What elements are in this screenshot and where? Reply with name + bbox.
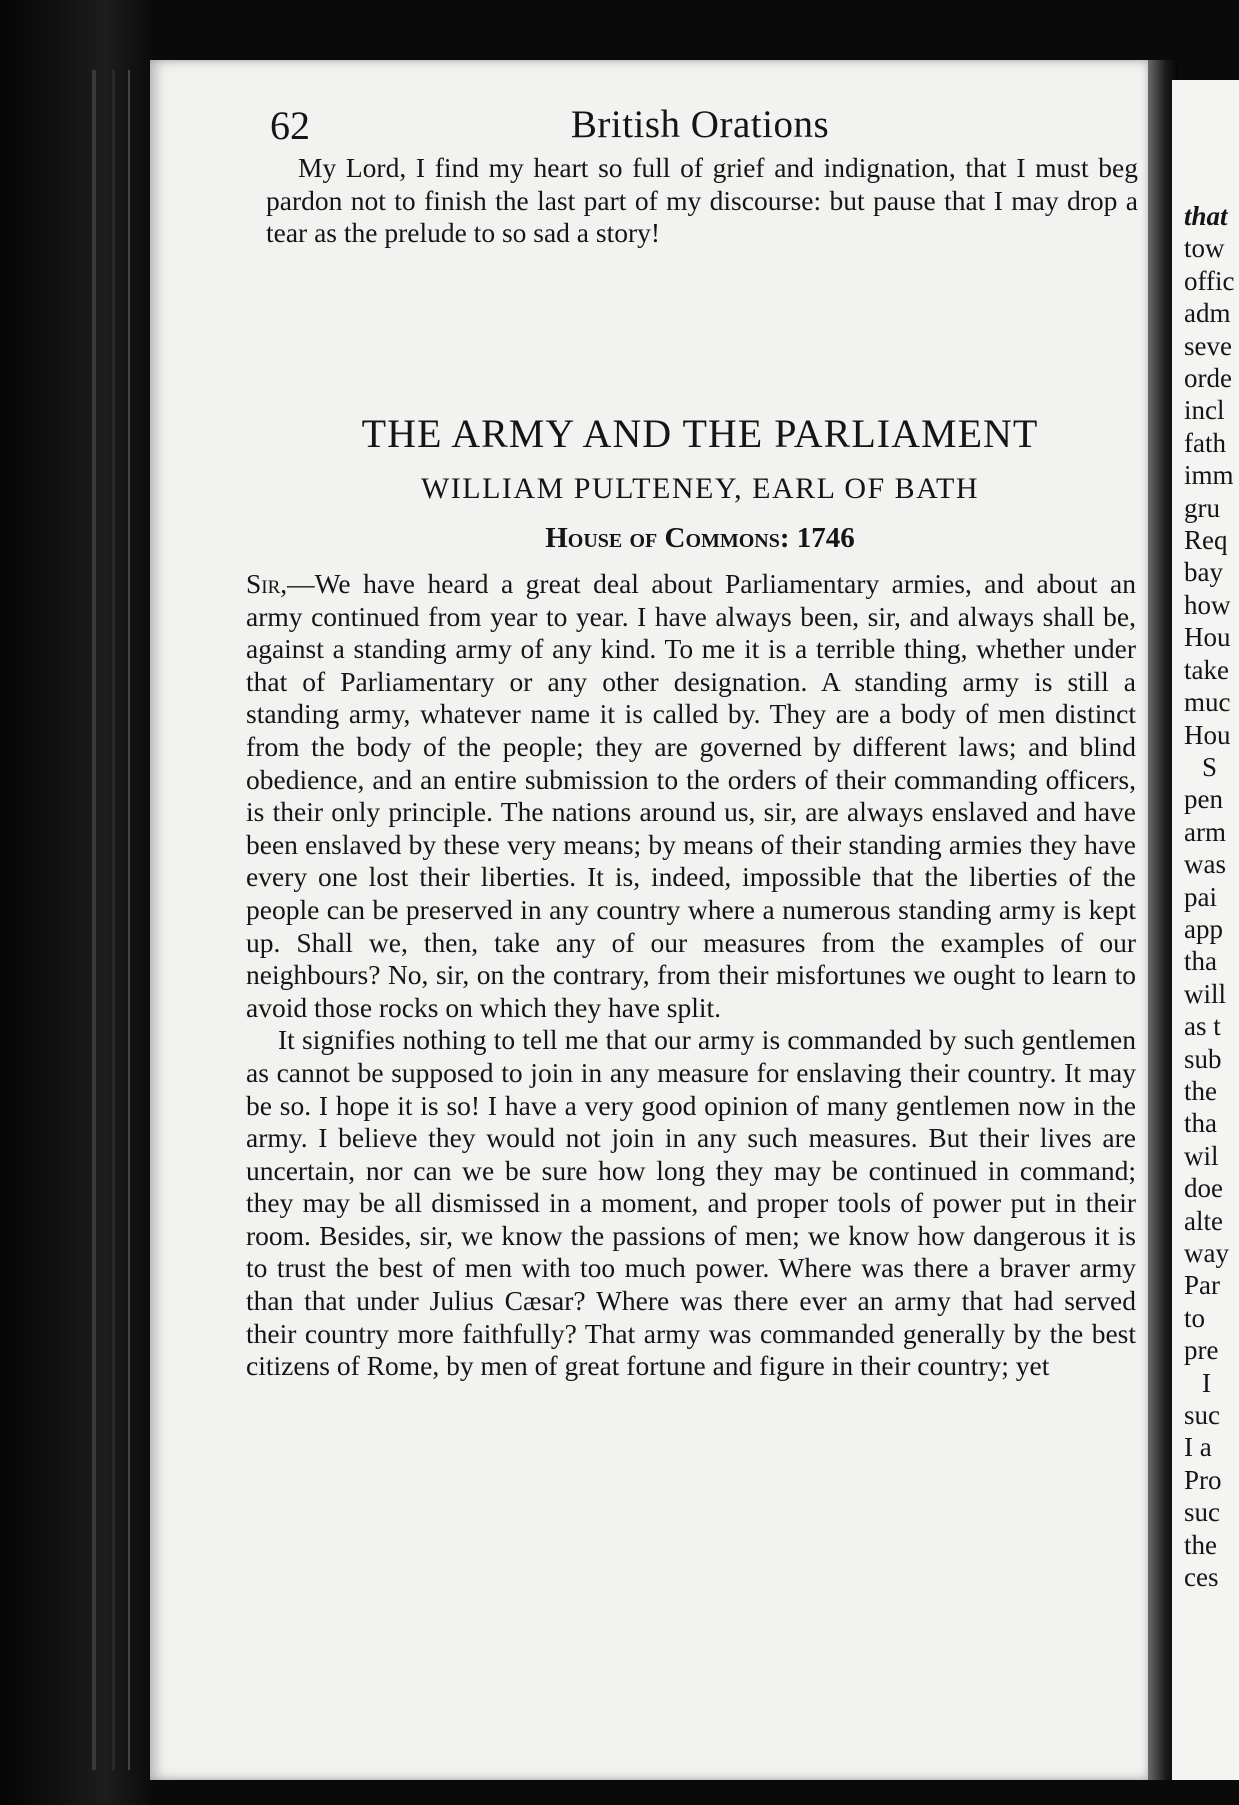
facing-page-line: was — [1184, 849, 1226, 880]
facing-page-line: S — [1202, 751, 1218, 782]
facing-page-line: tha — [1184, 1108, 1217, 1139]
book-page — [150, 60, 1150, 1780]
facing-page-line: suc — [1184, 1400, 1220, 1431]
facing-page-line: will — [1184, 978, 1227, 1009]
facing-page-line: how — [1184, 589, 1231, 620]
salutation: Sir, — [246, 568, 288, 599]
section-author: WILLIAM PULTENEY, EARL OF BATH — [420, 472, 980, 505]
facing-page-lines — [1172, 200, 1239, 1593]
facing-page-line: pai — [1184, 881, 1217, 912]
facing-page-line: imm — [1184, 460, 1234, 491]
facing-page-line: ces — [1184, 1562, 1219, 1593]
facing-page-line: suc — [1184, 1497, 1220, 1528]
facing-page-line: orde — [1184, 363, 1232, 394]
facing-page-line: arm — [1184, 816, 1226, 847]
facing-page-line: Req — [1184, 525, 1228, 556]
page-number: 62 — [270, 103, 310, 148]
facing-page-line: Pro — [1184, 1464, 1222, 1495]
facing-page-line: bay — [1184, 557, 1223, 588]
facing-page-line: Par — [1184, 1270, 1220, 1301]
book-binding — [0, 0, 150, 1805]
facing-page-line: I a — [1184, 1432, 1212, 1463]
facing-page-line: muc — [1184, 687, 1231, 718]
facing-page-line: take — [1184, 654, 1229, 685]
facing-page-line: seve — [1184, 330, 1232, 361]
spine-line — [92, 70, 96, 1770]
facing-page-line: adm — [1184, 298, 1231, 329]
speech-paragraph — [246, 568, 1136, 1024]
facing-page-line: pen — [1184, 784, 1223, 815]
facing-page-line: pre — [1184, 1335, 1219, 1366]
intro-text: My Lord, I find my heart so full of grief and indignation, that I must beg pardon not to finish the last part of my discourse: but pause that I may drop a tear as the prelude to so sad a story! — [266, 152, 1138, 249]
speech-paragraph: It signifies nothing to tell me that our army is commanded by such gentlemen as cannot be supposed to join in any measure for enslaving their country. It may be so. I hope it is so! I have a very good opinion of many gentlemen now in the army. I believe they would not join in any such measures. But their lives are uncertain, nor can we be sure how long they may be continued in command; they may be all dismissed in a moment, and proper tools of power put in their room. Besides, sir, we know the passions of men; we know how dangerous it is to trust the best of men with too much power. Where was there a braver army than that under Julius Cæsar? Where was there ever an army that had served their country more faithfully? That army was commanded generally by the best citizens of Rome, by men of great fortune and figure in their country; yet — [246, 1024, 1136, 1382]
speech-body — [246, 568, 1136, 1383]
facing-page-line: as t — [1184, 1011, 1221, 1042]
facing-page-line: Hou — [1184, 622, 1231, 653]
facing-page-line: tha — [1184, 946, 1217, 977]
facing-page-line: Hou — [1184, 719, 1231, 750]
facing-page-line: wil — [1184, 1140, 1219, 1171]
facing-page-line: to — [1184, 1302, 1206, 1333]
section-title: THE ARMY AND THE PARLIAMENT — [361, 411, 1039, 456]
section-venue: House of Commons: 1746 — [545, 522, 855, 554]
facing-page-line: gru — [1184, 492, 1220, 523]
facing-page-edge — [1172, 80, 1239, 1780]
facing-page-line: I — [1202, 1367, 1211, 1398]
paragraph-text: —We have heard a great deal about Parliamentary armies, and about an army continued from year to year. I have always been, sir, and always shall be, against a standing army of any kind. To me it is a terrible thing, whether under that of Parliamentary or any other designation. A standing army is still a standing army, whatever name it is called by. They are a body of men distinct from the body of the people; they are governed by different laws; and blind obedience, and an entire submission to the orders of their commanding officers, is their only principle. The nations around us, sir, are always enslaved and have been enslaved by these very means; by means of their standing armies they have every one lost their liberties. It is, indeed, impossible that the liberties of the people can be preserved in any country where a numerous standing army is kept up. Shall we, then, take any of our measures from the examples of our neighbours? No, sir, on the contrary, from their misfortunes we ought to learn to avoid those rocks on which they have split. — [246, 568, 1136, 1023]
facing-page-line: app — [1184, 913, 1223, 944]
facing-page-line: the — [1184, 1075, 1217, 1106]
running-title: British Orations — [570, 103, 830, 146]
facing-page-line: sub — [1184, 1043, 1222, 1074]
facing-page-line: offic — [1184, 265, 1235, 296]
facing-page-line: incl — [1184, 395, 1225, 426]
facing-page-line: doe — [1184, 1173, 1223, 1204]
facing-page-line: way — [1184, 1238, 1229, 1268]
facing-page-line: the — [1184, 1529, 1217, 1560]
intro-paragraph — [266, 152, 1138, 250]
facing-page-line: tow — [1184, 233, 1225, 264]
spine-line — [112, 70, 115, 1770]
spine-line — [128, 70, 130, 1770]
facing-page-line: fath — [1184, 427, 1226, 458]
facing-page-line: alte — [1184, 1205, 1223, 1236]
facing-page-line: that — [1184, 201, 1228, 231]
